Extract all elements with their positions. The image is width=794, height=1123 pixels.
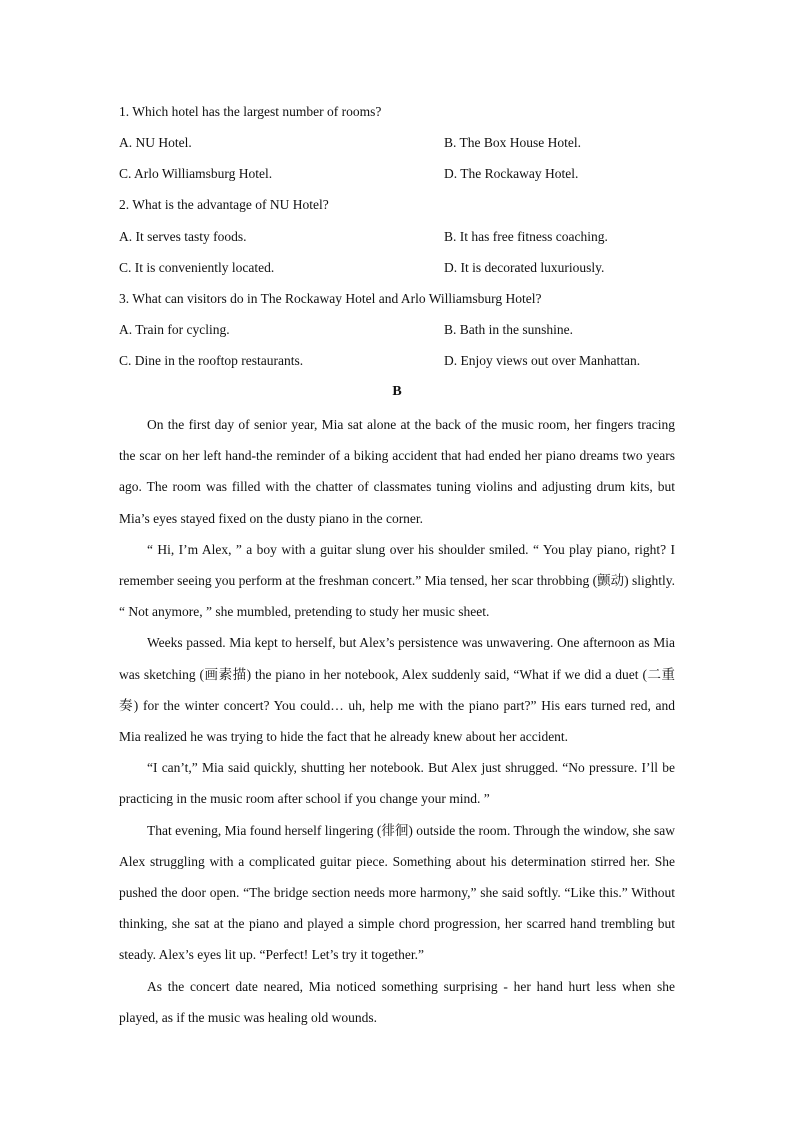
passage-paragraph-3: Weeks passed. Mia kept to herself, but Alex’s persistence was unwavering. One afternoon as Mia was sketching (画素描) the piano in her notebook, Alex suddenly said, “What if we did a duet (二重奏) for the winter concert? You could… uh, help me with the piano part?” His ears turned red, and Mia realized he was trying to hide the fact that he already knew about her accident.: [119, 635, 675, 745]
question-1-option-d: D. The Rockaway Hotel.: [444, 166, 579, 181]
question-3-option-c: C. Dine in the rooftop restaurants.: [119, 353, 304, 368]
passage-paragraph-4: “I can’t,” Mia said quickly, shutting her notebook. But Alex just shrugged. “No pressure. I’ll be practicing in the music room after school if you change your mind. ”: [119, 760, 675, 807]
question-3-stem: 3. What can visitors do in The Rockaway Hotel and Arlo Williamsburg Hotel?: [119, 291, 542, 306]
question-3-option-d: D. Enjoy views out over Manhattan.: [444, 353, 641, 368]
passage-paragraph-1: On the first day of senior year, Mia sat alone at the back of the music room, her fingers tracing the scar on her left hand-the reminder of a biking accident that had ended her piano dreams two years ago. The room was filled with the chatter of classmates tuning violins and adjusting drum kits, but Mia’s eyes stayed fixed on the dusty piano in the corner.: [119, 417, 675, 526]
passage: [119, 409, 675, 1033]
question-2-option-b: B. It has free fitness coaching.: [444, 229, 608, 244]
passage-paragraph-5: That evening, Mia found herself lingering (徘徊) outside the room. Through the window, she saw Alex struggling with a complicated guitar piece. Something about his determination stirred her. She pushed the door open. “The bridge section needs more harmony,” she said softly. “Like this.” Without thinking, she sat at the piano and played a simple chord progression, her scarred hand trembling but steady. Alex’s eyes lit up. “Perfect! Let’s try it together.”: [119, 822, 675, 963]
passage-paragraph-2: “ Hi, I’m Alex, ” a boy with a guitar slung over his shoulder smiled. “ You play piano, right? I remember seeing you perform at the freshman concert.” Mia tensed, her scar throbbing (颤动) slightly. “ Not anymore, ” she mumbled, pretending to study her music sheet.: [119, 541, 675, 620]
question-2-option-d: D. It is decorated luxuriously.: [444, 260, 605, 275]
question-1-option-b: B. The Box House Hotel.: [444, 135, 581, 150]
question-1-option-a: A. NU Hotel.: [119, 135, 192, 150]
question-1-option-c: C. Arlo Williamsburg Hotel.: [119, 166, 273, 181]
question-2-stem: 2. What is the advantage of NU Hotel?: [119, 197, 329, 212]
question-1-stem: 1. Which hotel has the largest number of rooms?: [119, 104, 382, 119]
question-2-option-a: A. It serves tasty foods.: [119, 229, 247, 244]
passage-paragraph-6: As the concert date neared, Mia noticed something surprising - her hand hurt less when she played, as if the music was healing old wounds.: [119, 978, 675, 1025]
question-2-option-c: C. It is conveniently located.: [119, 260, 275, 275]
question-3-option-b: B. Bath in the sunshine.: [444, 322, 573, 337]
question-3-option-a: A. Train for cycling.: [119, 322, 230, 337]
section-heading: B: [392, 384, 402, 399]
